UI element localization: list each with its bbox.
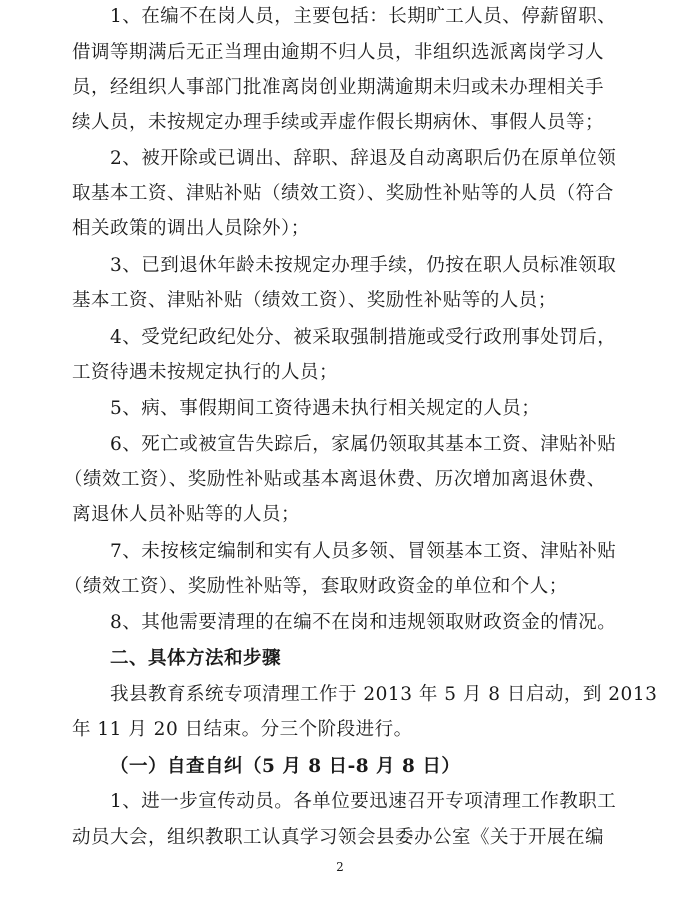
text-line-20: 年 11 月 20 日结束。分三个阶段进行。: [72, 719, 413, 740]
text-line-21: 1、进一步宣传动员。各单位要迅速召开专项清理工作教职工: [110, 791, 617, 812]
text-line-3: 员，经组织人事部门批准离岗创业期满逾期未归或未办理相关手: [72, 77, 605, 98]
subsection-heading: （一）自查自纠（5 月 8 日-8 月 8 日）: [110, 756, 461, 777]
text-line-16: 7、未按核定编制和实有人员多领、冒领基本工资、津贴补贴: [110, 541, 617, 562]
text-line-2: 借调等期满后无正当理由逾期不归人员，非组织选派离岗学习人: [72, 42, 605, 63]
text-line-1: 1、在编不在岗人员，主要包括：长期旷工人员、停薪留职、: [110, 6, 617, 27]
text-line-11: 工资待遇未按规定执行的人员；: [72, 362, 339, 383]
text-line-12: 5、病、事假期间工资待遇未执行相关规定的人员；: [110, 398, 541, 419]
text-line-5: 2、被开除或已调出、辞职、辞退及自动离职后仍在原单位领: [110, 148, 617, 169]
text-line-7: 相关政策的调出人员除外）；: [72, 218, 310, 239]
text-line-22: 动员大会，组织教职工认真学习领会县委办公室《关于开展在编: [72, 827, 605, 848]
text-line-13: 6、死亡或被宣告失踪后，家属仍领取其基本工资、津贴补贴: [110, 434, 617, 455]
text-line-18: 8、其他需要清理的在编不在岗和违规领取财政资金的情况。: [110, 612, 617, 633]
page-number: 2: [336, 860, 344, 874]
text-line-14: （绩效工资）、奖励性补贴或基本离退休费、历次增加离退休费、: [64, 469, 606, 490]
text-line-15: 离退休人员补贴等的人员；: [72, 504, 301, 525]
text-line-19: 我县教育系统专项清理工作于 2013 年 5 月 8 日启动，到 2013: [110, 684, 658, 705]
text-line-6: 取基本工资、津贴补贴（绩效工资）、奖励性补贴等的人员（符合: [72, 183, 614, 204]
text-line-4: 续人员，未按规定办理手续或弄虚作假长期病休、事假人员等；: [72, 112, 605, 133]
text-line-9: 基本工资、津贴补贴（绩效工资）、奖励性补贴等的人员；: [72, 290, 557, 311]
section-heading: 二、具体方法和步骤: [110, 648, 282, 669]
text-line-17: （绩效工资）、奖励性补贴等，套取财政资金的单位和个人；: [64, 576, 568, 597]
text-line-8: 3、已到退休年龄未按规定办理手续，仍按在职人员标准领取: [110, 255, 617, 276]
text-line-10: 4、受党纪政纪处分、被采取强制措施或受行政刑事处罚后，: [110, 327, 617, 348]
